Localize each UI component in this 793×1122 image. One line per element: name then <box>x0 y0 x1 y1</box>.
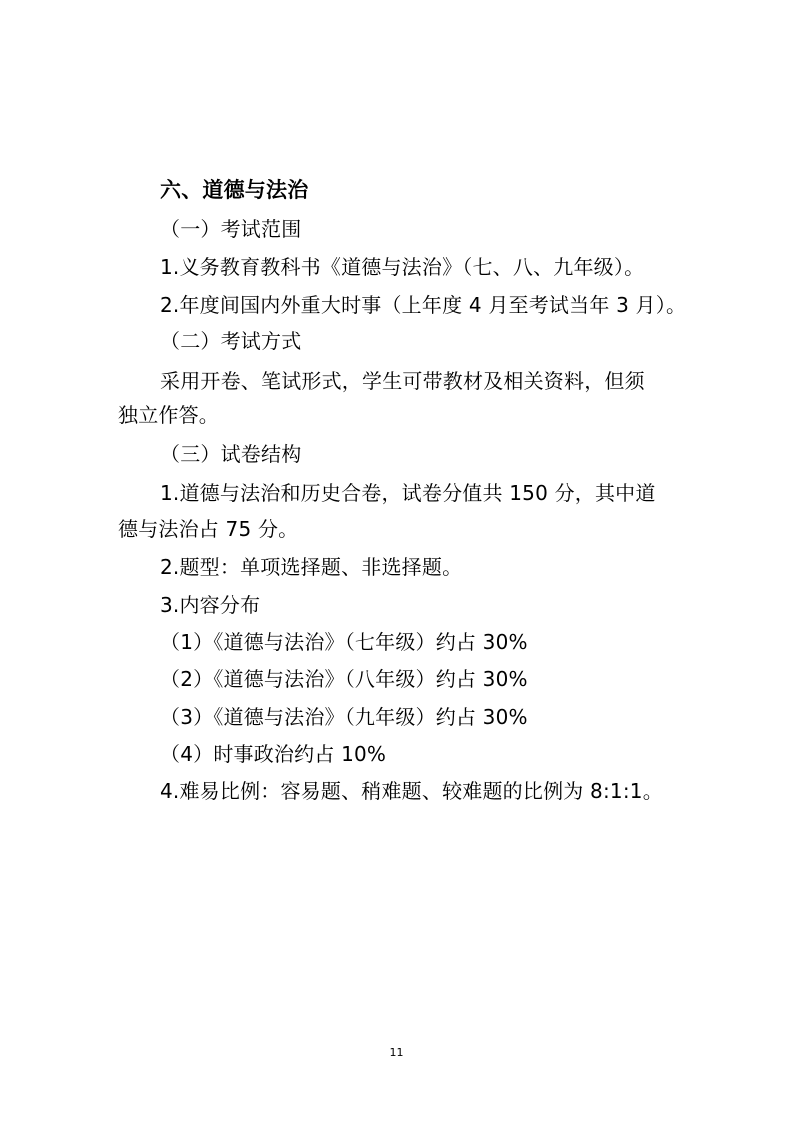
scope-heading: （一）考试范围 <box>160 217 302 241</box>
method-text-line-2: 独立作答。 <box>118 403 219 427</box>
structure-heading: （三）试卷结构 <box>160 442 302 466</box>
distribution-item-3: （3）《道德与法治》（九年级）约占 30% <box>160 705 528 729</box>
page-number: 11 <box>389 1046 404 1059</box>
method-heading: （二）考试方式 <box>160 329 302 353</box>
structure-item-1-line-1: 1.道德与法治和历史合卷，试卷分值共 150 分，其中道 <box>160 481 656 505</box>
structure-item-3: 3.内容分布 <box>160 593 261 617</box>
method-text-line-1: 采用开卷、笔试形式，学生可带教材及相关资料，但须 <box>160 369 645 393</box>
distribution-item-1: （1）《道德与法治》（七年级）约占 30% <box>160 630 528 654</box>
scope-item-2: 2.年度间国内外重大时事（上年度 4 月至考试当年 3 月）。 <box>160 293 687 317</box>
scope-item-1: 1.义务教育教科书《道德与法治》（七、八、九年级）。 <box>160 255 645 279</box>
distribution-item-4: （4）时事政治约占 10% <box>160 742 387 766</box>
structure-item-2: 2.题型：单项选择题、非选择题。 <box>160 555 463 579</box>
section-title: 六、道德与法治 <box>160 178 309 202</box>
distribution-item-2: （2）《道德与法治》（八年级）约占 30% <box>160 667 528 691</box>
structure-item-4: 4.难易比例：容易题、稍难题、较难题的比例为 8:1:1。 <box>160 779 663 803</box>
structure-item-1-line-2: 德与法治占 75 分。 <box>118 517 299 541</box>
